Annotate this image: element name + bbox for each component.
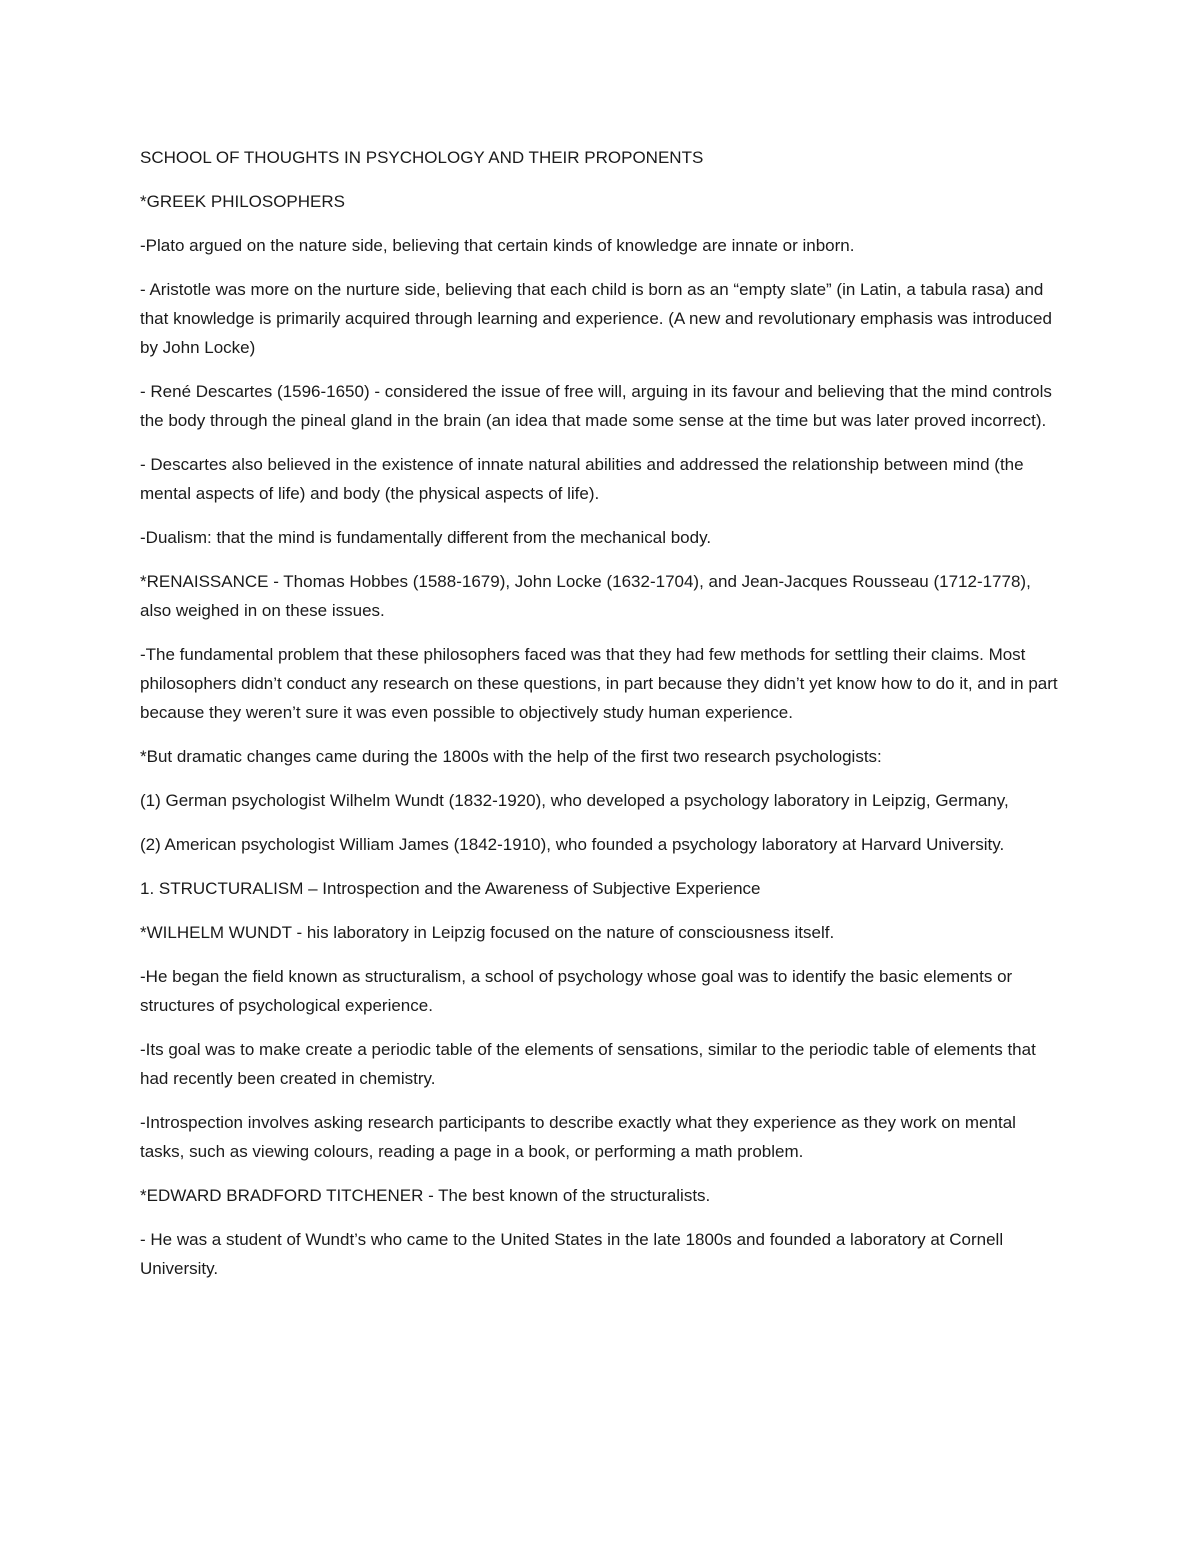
- paragraph-descartes-innate: - Descartes also believed in the existence of innate natural abilities and addressed the relationship between mind (the mental aspects of life) and body (the physical aspects of life).: [140, 455, 1024, 503]
- document-page: [140, 143, 1065, 1298]
- paragraph-dualism: -Dualism: that the mind is fundamentally different from the mechanical body.: [140, 528, 712, 547]
- heading-renaissance: *RENAISSANCE - Thomas Hobbes (1588-1679), John Locke (1632-1704), and Jean-Jacques Rousseau (1712-1778), also weighed in on these issues.: [140, 572, 1031, 620]
- paragraph-periodic-table: -Its goal was to make create a periodic table of the elements of sensations, similar to the periodic table of elements that had recently been created in chemistry.: [140, 1040, 1036, 1088]
- paragraph-introspection: -Introspection involves asking research participants to describe exactly what they experience as they work on mental tasks, such as viewing colours, reading a page in a book, or performing a math problem.: [140, 1113, 1016, 1161]
- heading-greek-philosophers: *GREEK PHILOSOPHERS: [140, 192, 346, 211]
- paragraph-structuralism-field: -He began the field known as structuralism, a school of psychology whose goal was to identify the basic elements or structures of psychological experience.: [140, 967, 1013, 1015]
- paragraph-aristotle: - Aristotle was more on the nurture side, believing that each child is born as an “empty slate” (in Latin, a tabula rasa) and that knowledge is primarily acquired through learning and experience. (A new and revolutionary emphasis was introduced by John Locke): [140, 280, 1052, 357]
- paragraph-dramatic-changes: *But dramatic changes came during the 1800s with the help of the first two research psychologists:: [140, 747, 882, 766]
- document-title: SCHOOL OF THOUGHTS IN PSYCHOLOGY AND THEIR PROPONENTS: [140, 148, 704, 167]
- paragraph-titchener-cornell: - He was a student of Wundt’s who came to the United States in the late 1800s and founded a laboratory at Cornell University.: [140, 1230, 1004, 1278]
- heading-wilhelm-wundt: *WILHELM WUNDT - his laboratory in Leipzig focused on the nature of consciousness itself.: [140, 923, 835, 942]
- heading-titchener: *EDWARD BRADFORD TITCHENER - The best known of the structuralists.: [140, 1186, 711, 1205]
- heading-structuralism: 1. STRUCTURALISM – Introspection and the Awareness of Subjective Experience: [140, 879, 761, 898]
- paragraph-descartes-free-will: - René Descartes (1596-1650) - considered the issue of free will, arguing in its favour and believing that the mind controls the body through the pineal gland in the brain (an idea that made some sense at the time but was later proved incorrect).: [140, 382, 1052, 430]
- paragraph-plato: -Plato argued on the nature side, believing that certain kinds of knowledge are innate or inborn.: [140, 236, 855, 255]
- paragraph-james-lab: (2) American psychologist William James (1842-1910), who founded a psychology laboratory at Harvard University.: [140, 835, 1005, 854]
- paragraph-wundt-lab: (1) German psychologist Wilhelm Wundt (1832-1920), who developed a psychology laboratory in Leipzig, Germany,: [140, 791, 1009, 810]
- paragraph-fundamental-problem: -The fundamental problem that these philosophers faced was that they had few methods for settling their claims. Most philosophers didn’t conduct any research on these questions, in part because they didn’t yet know how to do it, and in part because they weren’t sure it was even possible to objectively study human experience.: [140, 645, 1058, 722]
